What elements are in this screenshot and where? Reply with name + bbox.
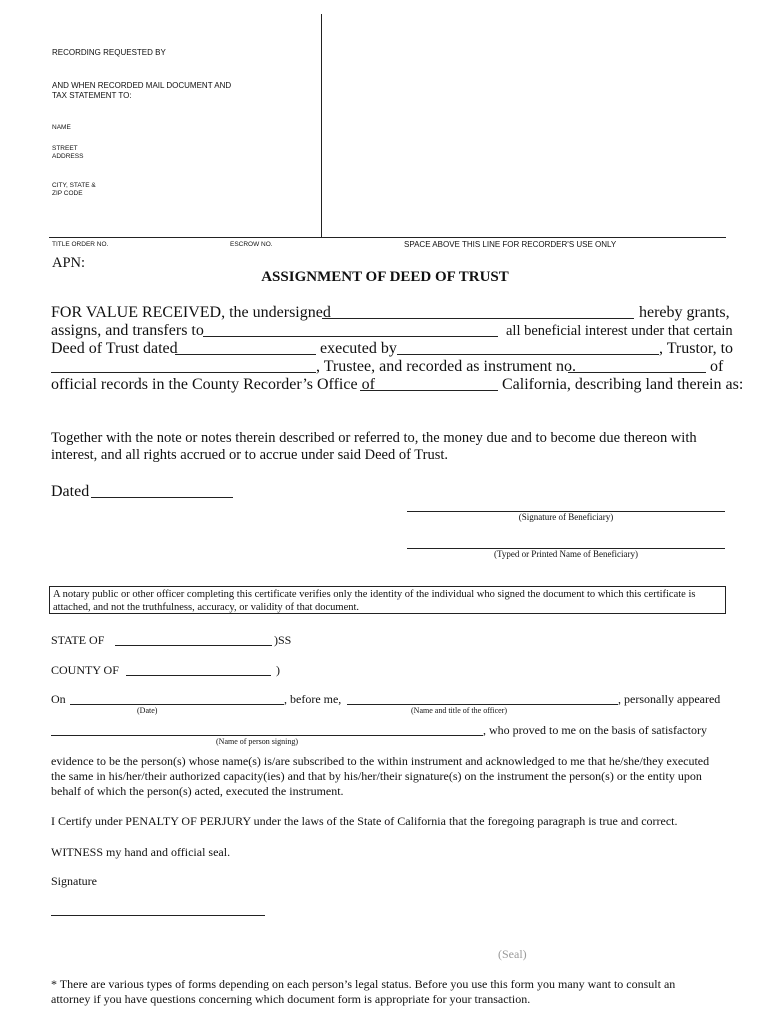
date-caption: (Date) (137, 706, 158, 715)
recorder-line (49, 237, 726, 238)
para1-line5b: California, describing land therein as: (502, 376, 744, 393)
street-label: STREET (52, 145, 78, 152)
assignee-field[interactable] (203, 336, 498, 337)
mail-to-line-1: AND WHEN RECORDED MAIL DOCUMENT AND (52, 81, 232, 90)
title-order-no-label: TITLE ORDER NO. (52, 241, 109, 248)
recorder-space-label: SPACE ABOVE THIS LINE FOR RECORDER'S USE ONLY (404, 240, 617, 249)
certify-statement: I Certify under PENALTY OF PERJURY under the laws of the State of California that the foregoing paragraph is true and correct. (51, 814, 678, 828)
para2-line2: interest, and all rights accrued or to accrue under said Deed of Trust. (51, 447, 449, 463)
deed-date-field[interactable] (175, 354, 316, 355)
county-field[interactable] (360, 390, 498, 391)
mail-to-line-2: TAX STATEMENT TO: (52, 91, 132, 100)
officer-field[interactable] (347, 704, 618, 705)
city-state-label: CITY, STATE & (52, 182, 96, 189)
para2-line1: Together with the note or notes therein described or referred to, the money due and to become due thereon with (51, 430, 697, 446)
beneficiary-name-caption: (Typed or Printed Name of Beneficiary) (493, 549, 639, 559)
recording-requested-by: RECORDING REQUESTED BY (52, 48, 166, 57)
instrument-no-field[interactable] (568, 372, 706, 373)
evidence-line-2: the same in his/her/their authorized capacity(ies) and that by his/her/their signature(s) on the instrument the person(s) or the entity upon (51, 769, 702, 783)
signature-label: Signature (51, 874, 97, 888)
para1-line3b: executed by (320, 340, 397, 357)
para1-line4a: , Trustee, and recorded as instrument no. (316, 358, 576, 375)
para1-line1b: hereby grants, (639, 304, 730, 321)
personally-appeared-label: , personally appeared (618, 692, 721, 706)
witness-statement: WITNESS my hand and official seal. (51, 845, 231, 859)
assignor-field[interactable] (322, 318, 634, 319)
trustor-field[interactable] (397, 354, 659, 355)
seal-label: (Seal) (498, 947, 527, 961)
county-paren: ) (276, 663, 280, 677)
on-label: On (51, 692, 66, 706)
ss-label: )SS (274, 633, 292, 647)
address-label: ADDRESS (52, 153, 84, 160)
officer-caption: (Name and title of the officer) (411, 706, 508, 715)
para1-line4b: of (710, 358, 724, 375)
person-signing-field[interactable] (51, 735, 483, 736)
zip-code-label: ZIP CODE (52, 190, 83, 197)
evidence-line-1: evidence to be the person(s) whose name(s) is/are subscribed to the within instrument and acknowledged to me that he/she/they executed (51, 754, 710, 768)
para1-line5a: official records in the County Recorder’s Office of (51, 376, 375, 393)
before-me-label: , before me, (284, 692, 342, 706)
beneficiary-signature-caption: (Signature of Beneficiary) (518, 512, 614, 522)
state-of-label: STATE OF (51, 633, 105, 647)
dated-field[interactable] (91, 497, 233, 498)
para1-line2a: assigns, and transfers to (51, 322, 204, 339)
who-proved-label: , who proved to me on the basis of satisfactory (483, 723, 707, 737)
evidence-line-3: behalf of which the person(s) acted, executed the instrument. (51, 784, 344, 798)
document-title: ASSIGNMENT OF DEED OF TRUST (261, 269, 509, 285)
person-signing-caption: (Name of person signing) (216, 737, 298, 746)
footnote-line-1: * There are various types of forms depending on each person’s legal status. Before you use this form you many want to consult an (51, 977, 676, 991)
county-of-label: COUNTY OF (51, 663, 119, 677)
notary-date-field[interactable] (70, 704, 284, 705)
para1-line2b: all beneficial interest under that certain (506, 323, 733, 339)
notary-notice-box: A notary public or other officer completing this certificate verifies only the identity of the individual who signed the document to which this certificate is attached, and not the truthfulness, accuracy, or validity of that document. (49, 586, 726, 614)
para1-line1a: FOR VALUE RECEIVED, the undersigned (51, 304, 331, 321)
name-label: NAME (52, 124, 71, 131)
para1-line3a: Deed of Trust dated (51, 340, 178, 357)
dated-label: Dated (51, 483, 90, 500)
notary-signature-line[interactable] (51, 915, 265, 916)
trustee-field[interactable] (51, 372, 316, 373)
footnote-line-2: attorney if you have questions concerning which document form is appropriate for your transaction. (51, 992, 531, 1006)
county-notary-field[interactable] (126, 675, 271, 676)
apn-label: APN: (52, 255, 86, 271)
escrow-no-label: ESCROW NO. (230, 241, 273, 248)
state-field[interactable] (115, 645, 272, 646)
para1-line3c: , Trustor, to (659, 340, 734, 357)
header-divider (321, 14, 322, 237)
